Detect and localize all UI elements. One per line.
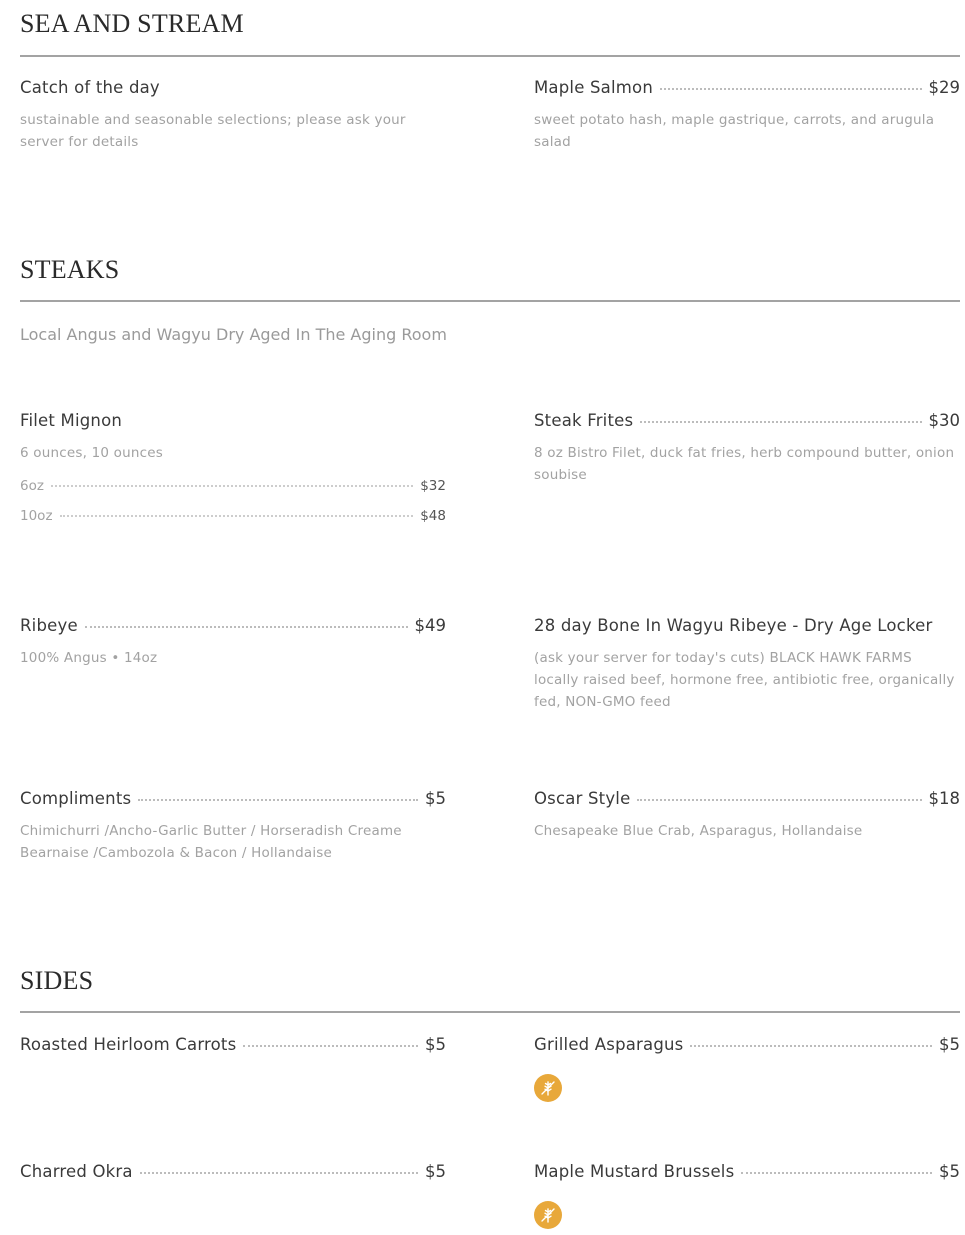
item-name: Maple Mustard Brussels [534, 1162, 735, 1181]
item-price: $5 [939, 1162, 960, 1181]
menu-item-ribeye [20, 616, 446, 669]
menu-item-oscar-style [534, 789, 960, 842]
menu-item-filet-mignon [20, 411, 446, 524]
menu-item-charred-okra [20, 1162, 446, 1181]
dot-leader [51, 485, 413, 487]
item-name: 28 day Bone In Wagyu Ribeye - Dry Age Locker [534, 616, 933, 635]
dot-leader [243, 1045, 418, 1047]
item-name: Filet Mignon [20, 411, 123, 430]
option-label: 10oz [20, 508, 53, 524]
price-option-6oz [20, 478, 446, 494]
section-divider [20, 55, 960, 57]
dot-leader [741, 1172, 932, 1174]
menu-item-grilled-asparagus [534, 1035, 960, 1102]
price-option-10oz [20, 508, 446, 524]
section-title-steaks: STEAKS [20, 255, 120, 284]
item-price: $29 [928, 78, 960, 97]
item-name: Oscar Style [534, 789, 631, 808]
option-price: $48 [420, 508, 446, 524]
menu-item-maple-salmon [534, 78, 960, 153]
item-price: $49 [414, 616, 446, 635]
item-description: Chesapeake Blue Crab, Asparagus, Hollandaise [534, 823, 863, 839]
item-name: Grilled Asparagus [534, 1035, 684, 1054]
dot-leader [60, 515, 414, 517]
menu-item-roasted-heirloom-carrots [20, 1035, 446, 1054]
dot-leader [637, 799, 921, 801]
item-description: Chimichurri /Ancho-Garlic Butter / Horseradish Creame Bearnaise /Cambozola & Bacon / Hollandaise [20, 823, 402, 861]
item-description: (ask your server for today's cuts) BLACK HAWK FARMS locally raised beef, hormone free, antibiotic free, organically fed, NON-GMO feed [534, 650, 955, 710]
option-price: $32 [420, 478, 446, 494]
item-description: sweet potato hash, maple gastrique, carrots, and arugula salad [534, 112, 935, 150]
dot-leader [640, 421, 921, 423]
item-name: Maple Salmon [534, 78, 653, 97]
item-name: Ribeye [20, 616, 78, 635]
dot-leader [85, 626, 408, 628]
section-divider [20, 1011, 960, 1013]
item-price: $5 [425, 1035, 446, 1054]
menu-item-steak-frites [534, 411, 960, 486]
item-price: $30 [928, 411, 960, 430]
item-description: 6 ounces, 10 ounces [20, 445, 163, 461]
dot-leader [660, 88, 922, 90]
menu-item-catch-of-the-day [20, 78, 446, 153]
gluten-free-wheat-icon [534, 1201, 562, 1229]
item-description: 8 oz Bistro Filet, duck fat fries, herb compound butter, onion soubise [534, 445, 955, 483]
menu-item-maple-mustard-brussels [534, 1162, 960, 1229]
dot-leader [138, 799, 418, 801]
section-divider [20, 300, 960, 302]
item-price: $5 [425, 789, 446, 808]
section-subtitle: Local Angus and Wagyu Dry Aged In The Aging Room [20, 325, 447, 344]
item-description: sustainable and seasonable selections; please ask your server for details [20, 112, 406, 150]
item-name: Steak Frites [534, 411, 634, 430]
section-title-sides: SIDES [20, 966, 94, 995]
section-title-sea-and-stream: SEA AND STREAM [20, 9, 244, 38]
item-name: Charred Okra [20, 1162, 133, 1181]
dot-leader [140, 1172, 418, 1174]
item-description: 100% Angus • 14oz [20, 650, 158, 666]
gluten-free-wheat-icon [534, 1074, 562, 1102]
item-name: Catch of the day [20, 78, 160, 97]
item-name: Roasted Heirloom Carrots [20, 1035, 237, 1054]
menu-item-compliments [20, 789, 446, 864]
dot-leader [690, 1045, 932, 1047]
option-label: 6oz [20, 478, 44, 494]
item-price: $5 [425, 1162, 446, 1181]
menu-item-wagyu-ribeye [534, 616, 960, 713]
item-price: $18 [928, 789, 960, 808]
item-name: Compliments [20, 789, 132, 808]
item-price: $5 [939, 1035, 960, 1054]
